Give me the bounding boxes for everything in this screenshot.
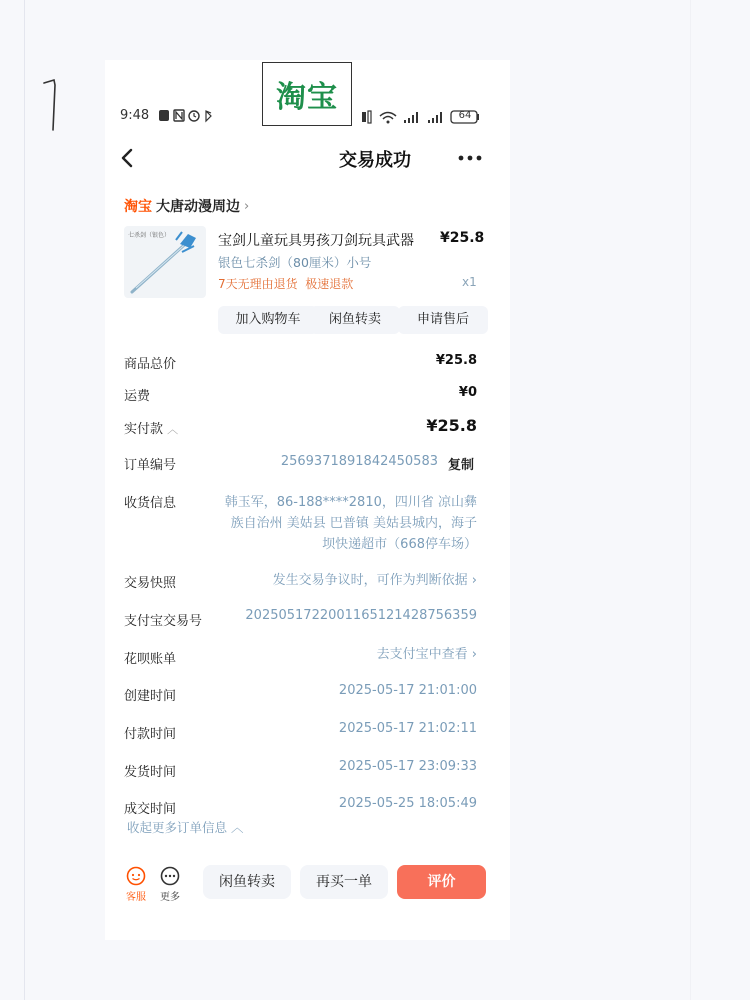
shipping-value: ¥0: [458, 385, 477, 400]
page-title: 交易成功: [339, 150, 411, 171]
paid-amount-value: ¥25.8: [426, 416, 477, 435]
closed-time-label: 成交时间: [124, 802, 177, 817]
paid-amount-label-text: 实付款: [124, 422, 164, 437]
product-image[interactable]: [124, 226, 206, 298]
status-time: 9:48: [120, 108, 150, 123]
huabei-link[interactable]: [377, 643, 477, 662]
huabei-text: 去支付宝中查看: [376, 647, 468, 662]
product-spec: 银色七杀剑（80厘米）小号: [218, 255, 372, 270]
shipped-time-value: 2025-05-17 23:09:33: [338, 759, 477, 774]
taobao-badge: 淘宝: [124, 199, 152, 215]
more-options-icon[interactable]: [456, 150, 484, 166]
after-sales-button[interactable]: 申请售后: [398, 306, 488, 334]
alipay-trade-no-label: 支付宝交易号: [124, 614, 203, 629]
address-label: 收货信息: [124, 496, 177, 511]
logo-text: 淘宝: [276, 80, 338, 115]
status-left-icons: [158, 109, 218, 123]
shipped-time-label: 发货时间: [124, 765, 177, 780]
chevron-up-icon: ︿: [167, 423, 179, 436]
customer-service-button[interactable]: [124, 866, 148, 903]
paid-time-value: 2025-05-17 21:02:11: [338, 721, 477, 736]
address-line: 韩玉军，86-188****2810，四川省 凉山彝: [224, 495, 477, 510]
goods-total-label: 商品总价: [124, 357, 177, 372]
collapse-text: 收起更多订单信息: [127, 820, 228, 835]
address-value: [225, 492, 477, 555]
chevron-up-icon: ︿: [231, 820, 244, 835]
shipping-label: 运费: [124, 389, 151, 404]
buy-again-button[interactable]: 再买一单: [300, 865, 388, 899]
address-line: 坝快递超市（668停车场）: [322, 537, 477, 552]
snapshot-text: 发生交易争议时，可作为判断依据: [272, 573, 468, 588]
chevron-right-icon: ›: [471, 647, 477, 662]
goods-total-value: ¥25.8: [435, 353, 477, 368]
paid-time-label: 付款时间: [124, 727, 177, 742]
xianyu-resell-bottom-button[interactable]: 闲鱼转卖: [203, 865, 291, 899]
more-label: 更多: [160, 892, 180, 903]
taobao-logo-stamp: [262, 62, 352, 126]
customer-service-icon: [125, 866, 147, 886]
closed-time-value: 2025-05-25 18:05:49: [338, 796, 477, 811]
product-price: ¥25.8: [440, 230, 485, 246]
xianyu-resell-button[interactable]: 闲鱼转卖: [310, 306, 400, 334]
address-line: 族自治州 美姑县 巴普镇 美姑县城内，海子: [230, 516, 477, 531]
snapshot-label: 交易快照: [124, 576, 177, 591]
created-time-label: 创建时间: [124, 689, 177, 704]
collapse-order-info-link[interactable]: [127, 818, 244, 836]
alipay-trade-no-value: 2025051722001165121428756359: [245, 608, 477, 623]
huabei-label: 花呗账单: [124, 652, 177, 667]
review-button[interactable]: 评价: [397, 865, 486, 899]
service-tags: 7天无理由退货 极速退款: [218, 277, 354, 291]
copy-button[interactable]: 复制: [448, 458, 475, 473]
pen-mark: [40, 75, 76, 135]
more-button[interactable]: [158, 866, 182, 903]
order-number-value: 2569371891842450583: [280, 454, 438, 469]
shop-name: 大唐动漫周边: [156, 199, 240, 215]
snapshot-link[interactable]: [273, 569, 477, 588]
add-to-cart-button[interactable]: 加入购物车: [218, 306, 318, 334]
customer-service-label: 客服: [126, 892, 146, 903]
created-time-value: 2025-05-17 21:01:00: [338, 683, 477, 698]
order-number-label: 订单编号: [124, 458, 177, 473]
chevron-right-icon: ›: [244, 198, 250, 214]
more-circle-icon: [159, 866, 181, 886]
chevron-right-icon: ›: [471, 573, 477, 588]
product-title[interactable]: 宝剑儿童玩具男孩刀剑玩具武器: [218, 233, 414, 249]
product-image-caption: 七杀剑（银色）: [128, 232, 171, 239]
shop-row[interactable]: [124, 196, 249, 216]
battery-level: 64: [458, 110, 472, 121]
product-quantity: x1: [462, 275, 477, 289]
paid-amount-label[interactable]: [124, 418, 178, 437]
sword-illustration: [124, 226, 206, 298]
